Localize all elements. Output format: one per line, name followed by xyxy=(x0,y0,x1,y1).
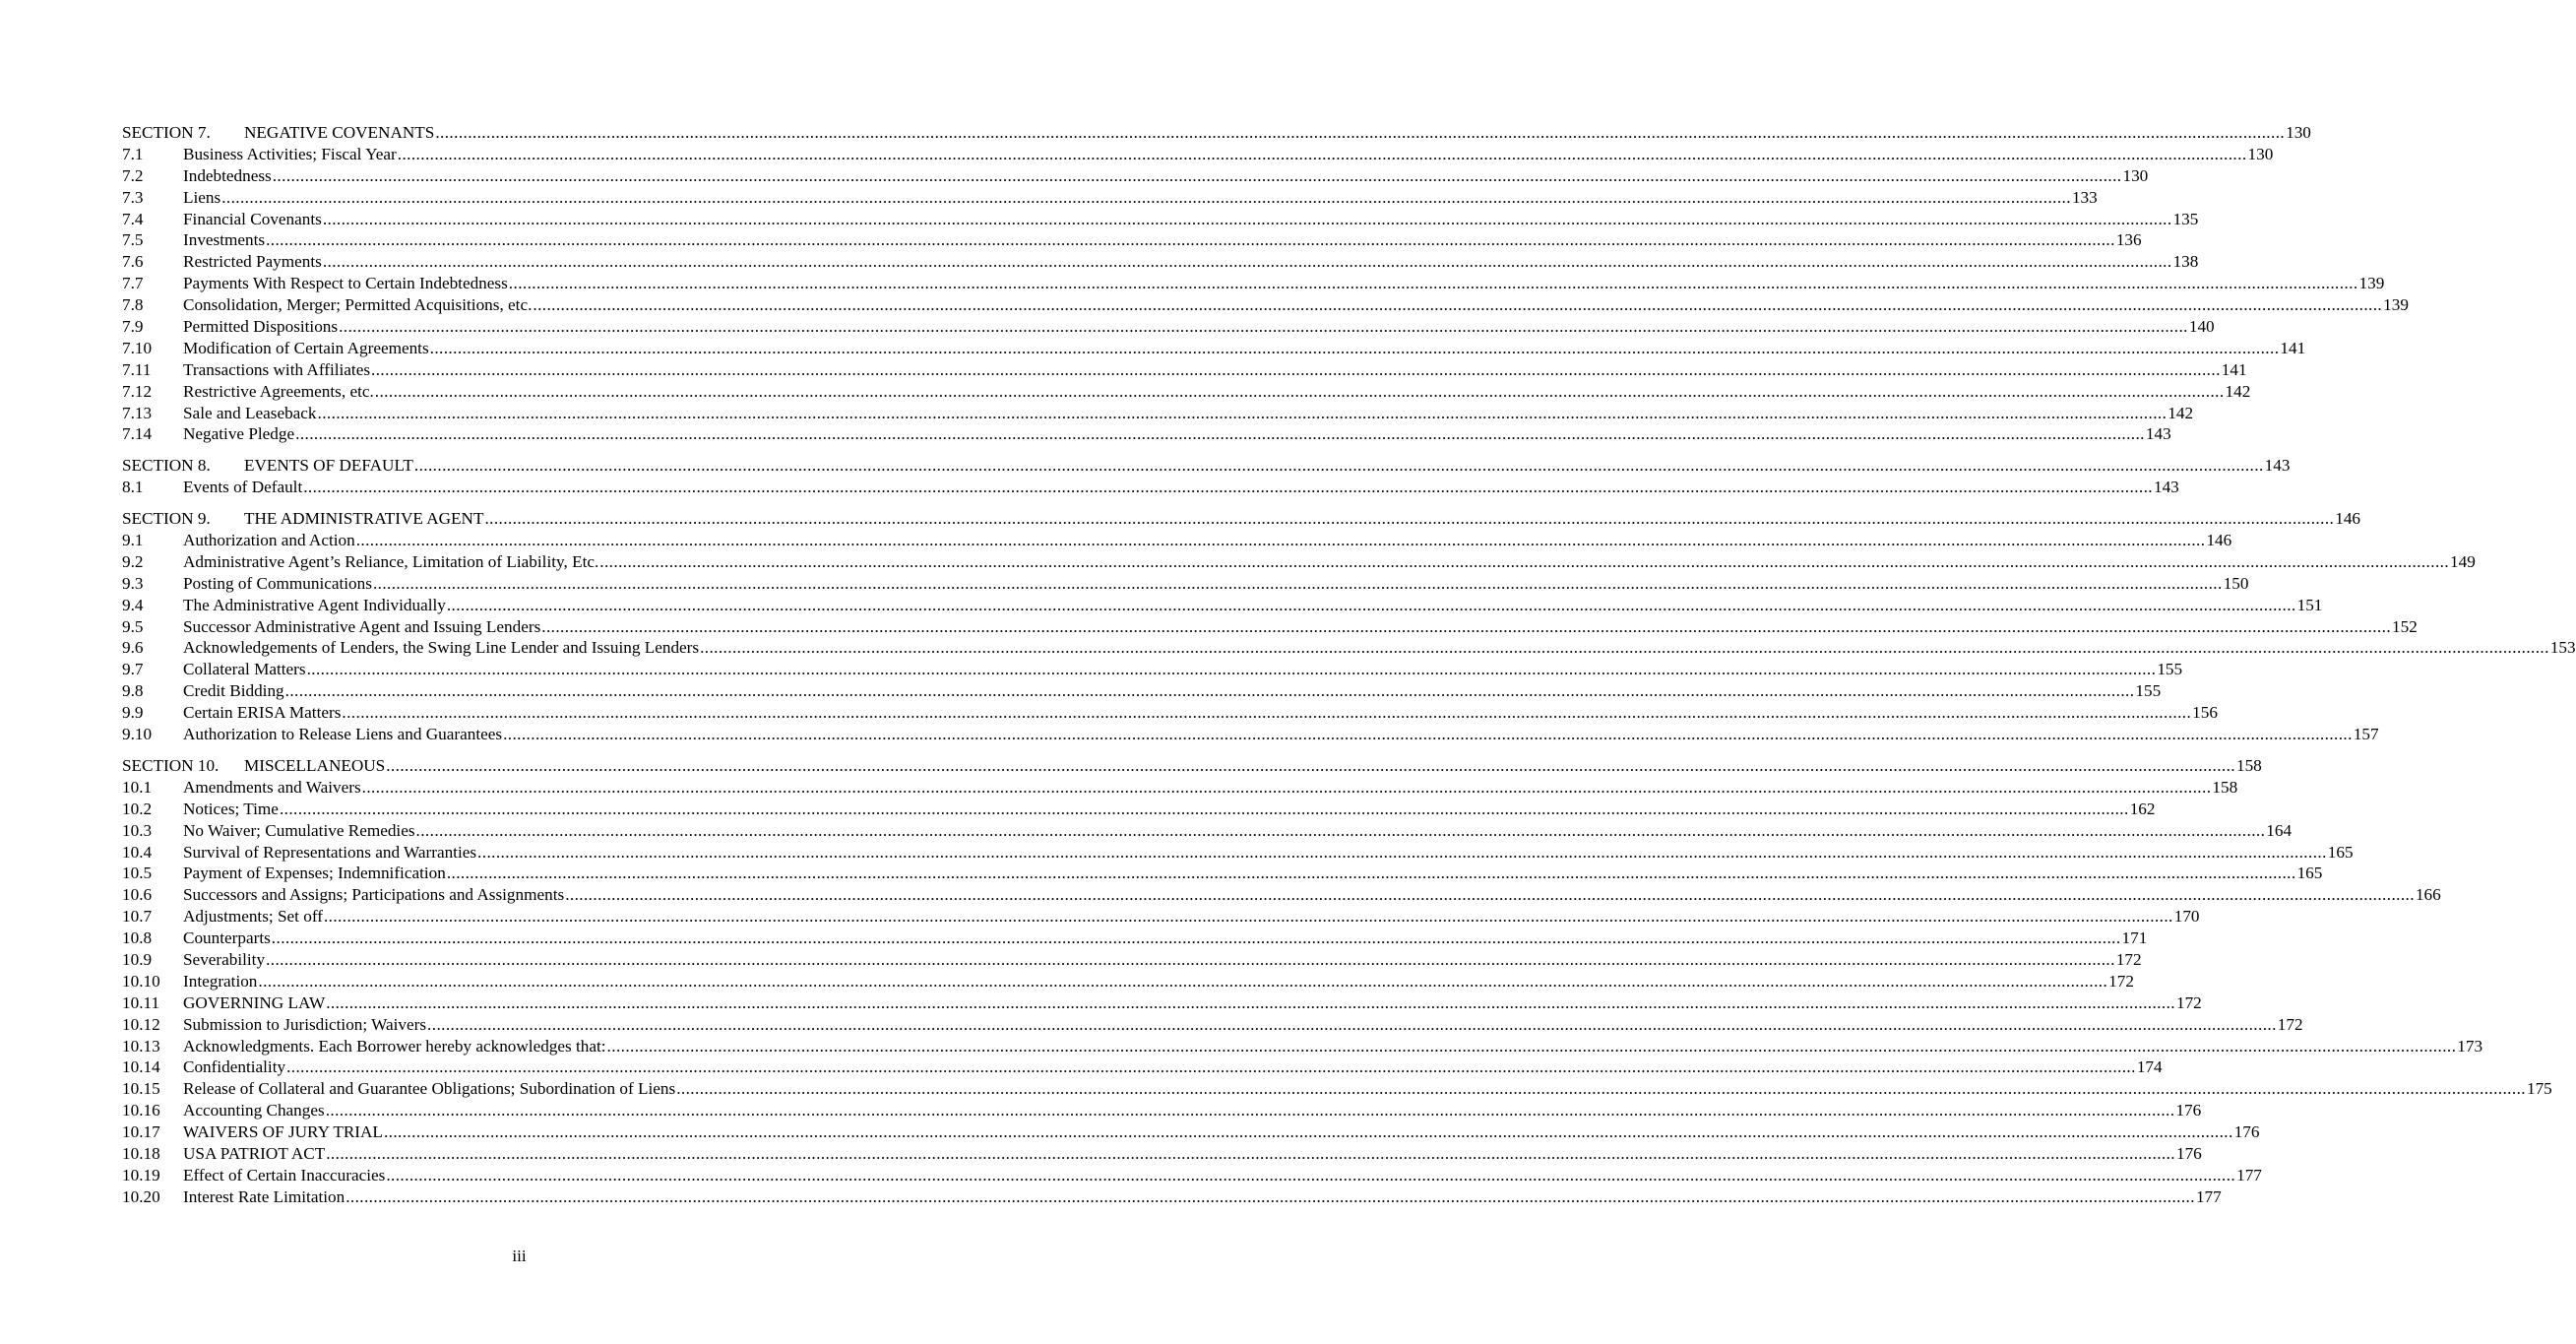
section-title: MISCELLANEOUS xyxy=(244,755,386,775)
page-reference: 130 xyxy=(2122,165,2149,185)
page-reference: 130 xyxy=(2286,123,2311,142)
dot-leader: ................................................................................................................................................................................................................................................................................................................................................................................................................ xyxy=(323,907,2173,927)
page-reference: 155 xyxy=(2135,681,2162,701)
page-reference: 130 xyxy=(2247,144,2274,163)
toc-entry xyxy=(122,928,2148,949)
toc-entry xyxy=(122,273,2385,294)
section-title: NEGATIVE COVENANTS xyxy=(244,123,435,142)
page-reference: 142 xyxy=(2225,381,2251,401)
entry-title: Confidentiality xyxy=(183,1057,286,1077)
entry-title: Submission to Jurisdiction; Waivers xyxy=(183,1014,427,1034)
entry-number: 10.4 xyxy=(122,842,153,862)
entry-number: 10.18 xyxy=(122,1143,160,1163)
entry-number: 7.13 xyxy=(122,403,153,422)
page-reference: 172 xyxy=(2277,1014,2303,1034)
toc-entry xyxy=(122,187,2098,209)
page-reference: 139 xyxy=(2383,295,2409,315)
entry-number: 10.3 xyxy=(122,820,153,840)
page-number: iii xyxy=(512,1247,527,1265)
page-reference: 166 xyxy=(2415,885,2441,905)
toc-entry xyxy=(122,530,2232,551)
toc-entry xyxy=(122,777,2238,799)
toc-section xyxy=(122,508,2576,745)
entry-number: 10.13 xyxy=(122,1036,160,1056)
section-number: SECTION 10. xyxy=(122,755,220,775)
entry-title: Interest Rate Limitation xyxy=(183,1186,346,1206)
page-reference: 143 xyxy=(2264,456,2291,476)
entry-title: Posting of Communications xyxy=(183,573,372,593)
toc-entry xyxy=(122,702,2218,724)
entry-number: 7.3 xyxy=(122,187,144,207)
toc-entry xyxy=(122,338,2306,359)
dot-leader: ................................................................................................................................................................................................................................................................................................................................................................................................................ xyxy=(322,252,2172,272)
toc-entry xyxy=(122,1165,2262,1186)
entry-number: 10.9 xyxy=(122,949,153,969)
entry-number: 10.10 xyxy=(122,971,160,991)
entry-number: 10.17 xyxy=(122,1122,160,1142)
toc-entry xyxy=(122,799,2156,820)
dot-leader: ................................................................................................................................................................................................................................................................................................................................................................................................................ xyxy=(374,381,2225,401)
entry-number: 9.6 xyxy=(122,638,144,658)
entry-number: 10.7 xyxy=(122,907,153,927)
toc-entry xyxy=(122,1100,2202,1121)
entry-number: 7.11 xyxy=(122,359,152,379)
toc-entry xyxy=(122,971,2134,992)
page-reference: 165 xyxy=(2327,842,2354,862)
entry-number: 9.1 xyxy=(122,531,144,550)
dot-leader: ................................................................................................................................................................................................................................................................................................................................................................................................................ xyxy=(372,573,2223,593)
entry-title: The Administrative Agent Individually xyxy=(183,595,446,614)
page-reference: 138 xyxy=(2172,252,2199,272)
entry-number: 9.5 xyxy=(122,616,144,636)
dot-leader: ................................................................................................................................................................................................................................................................................................................................................................................................................ xyxy=(446,595,2296,614)
dot-leader: ................................................................................................................................................................................................................................................................................................................................................................................................................ xyxy=(676,1079,2526,1099)
toc-section xyxy=(122,122,2409,445)
entry-title: Notices; Time xyxy=(183,799,279,818)
dot-leader: ................................................................................................................................................................................................................................................................................................................................................................................................................ xyxy=(386,755,2235,775)
section-title: THE ADMINISTRATIVE AGENT xyxy=(244,509,484,529)
dot-leader: ................................................................................................................................................................................................................................................................................................................................................................................................................ xyxy=(303,478,2153,497)
entry-title: Liens xyxy=(183,187,221,207)
page-reference: 177 xyxy=(2195,1186,2222,1206)
toc-section xyxy=(122,755,2552,1208)
toc-entry xyxy=(122,820,2293,842)
dot-leader: ................................................................................................................................................................................................................................................................................................................................................................................................................ xyxy=(541,616,2392,636)
toc-entry xyxy=(122,992,2202,1014)
toc-entry xyxy=(122,165,2149,187)
page-reference: 176 xyxy=(2175,1101,2202,1120)
entry-title: Payment of Expenses; Indemnification xyxy=(183,864,446,883)
page-reference: 177 xyxy=(2236,1165,2262,1184)
page-reference: 172 xyxy=(2108,971,2134,991)
toc-section-heading xyxy=(122,122,2311,144)
entry-number: 10.16 xyxy=(122,1101,160,1120)
dot-leader: ................................................................................................................................................................................................................................................................................................................................................................................................................ xyxy=(508,274,2358,293)
toc-entry xyxy=(122,1143,2202,1165)
entry-title: Accounting Changes xyxy=(183,1101,325,1120)
entry-title: Acknowledgements of Lenders, the Swing Line Lender and Issuing Lenders xyxy=(183,638,700,658)
entry-number: 10.14 xyxy=(122,1057,160,1077)
entry-number: 7.8 xyxy=(122,295,144,315)
toc-entry xyxy=(122,144,2274,165)
dot-leader: ................................................................................................................................................................................................................................................................................................................................................................................................................ xyxy=(322,209,2172,228)
toc-entry xyxy=(122,294,2409,316)
toc-section-heading xyxy=(122,508,2360,530)
entry-number: 7.9 xyxy=(122,317,144,337)
entry-title: No Waiver; Cumulative Remedies xyxy=(183,820,415,840)
toc-entry xyxy=(122,251,2199,273)
entry-title: Restrictive Agreements, etc. xyxy=(183,381,374,401)
dot-leader: ................................................................................................................................................................................................................................................................................................................................................................................................................ xyxy=(317,403,2168,422)
toc-entry xyxy=(122,659,2183,680)
entry-title: Credit Bidding xyxy=(183,681,284,701)
page-reference: 146 xyxy=(2335,509,2360,529)
entry-title: WAIVERS OF JURY TRIAL xyxy=(183,1122,383,1142)
page-reference: 155 xyxy=(2157,660,2183,679)
dot-leader: ................................................................................................................................................................................................................................................................................................................................................................................................................ xyxy=(286,1057,2136,1077)
section-number: SECTION 9. xyxy=(122,509,211,529)
entry-number: 7.1 xyxy=(122,144,144,163)
dot-leader: ................................................................................................................................................................................................................................................................................................................................................................................................................ xyxy=(326,992,2175,1012)
page-reference: 141 xyxy=(2280,338,2306,357)
entry-title: Permitted Dispositions xyxy=(183,317,339,337)
page-reference: 174 xyxy=(2136,1057,2163,1077)
toc-entry xyxy=(122,381,2251,403)
dot-leader: ................................................................................................................................................................................................................................................................................................................................................................................................................ xyxy=(429,338,2280,357)
dot-leader: ................................................................................................................................................................................................................................................................................................................................................................................................................ xyxy=(427,1014,2277,1034)
toc-entry xyxy=(122,906,2200,928)
toc-entry xyxy=(122,637,2576,659)
entry-title: GOVERNING LAW xyxy=(183,992,326,1012)
entry-number: 10.15 xyxy=(122,1079,160,1099)
toc-entry xyxy=(122,863,2323,884)
toc-entry xyxy=(122,616,2418,638)
entry-number: 9.2 xyxy=(122,551,144,571)
table-of-contents xyxy=(122,122,2576,1208)
entry-title: Financial Covenants xyxy=(183,209,322,228)
entry-number: 9.4 xyxy=(122,595,144,614)
dot-leader: ................................................................................................................................................................................................................................................................................................................................................................................................................ xyxy=(413,456,2264,476)
entry-title: Successor Administrative Agent and Issuing Lenders xyxy=(183,616,541,636)
toc-entry xyxy=(122,949,2142,971)
page-reference: 175 xyxy=(2526,1079,2552,1099)
entry-title: Payments With Respect to Certain Indebtedness xyxy=(183,274,508,293)
toc-entry xyxy=(122,1186,2222,1208)
dot-leader: ................................................................................................................................................................................................................................................................................................................................................................................................................ xyxy=(386,1165,2236,1184)
dot-leader: ................................................................................................................................................................................................................................................................................................................................................................................................................ xyxy=(397,144,2247,163)
page-reference: 162 xyxy=(2129,799,2156,818)
section-number: SECTION 7. xyxy=(122,123,211,142)
dot-leader: ................................................................................................................................................................................................................................................................................................................................................................................................................ xyxy=(266,949,2115,969)
toc-section-heading xyxy=(122,755,2262,777)
dot-leader: ................................................................................................................................................................................................................................................................................................................................................................................................................ xyxy=(306,660,2157,679)
page-reference: 136 xyxy=(2115,230,2142,250)
dot-leader: ................................................................................................................................................................................................................................................................................................................................................................................................................ xyxy=(342,703,2192,723)
dot-leader: ................................................................................................................................................................................................................................................................................................................................................................................................................ xyxy=(295,424,2145,444)
page-reference: 171 xyxy=(2121,928,2148,948)
toc-entry xyxy=(122,724,2379,745)
page-reference: 143 xyxy=(2145,424,2171,444)
dot-leader: ................................................................................................................................................................................................................................................................................................................................................................................................................ xyxy=(355,531,2206,550)
entry-title: Survival of Representations and Warranties xyxy=(183,842,477,862)
section-number: SECTION 8. xyxy=(122,456,211,476)
dot-leader: ................................................................................................................................................................................................................................................................................................................................................................................................................ xyxy=(361,777,2212,797)
page-reference: 135 xyxy=(2172,209,2199,228)
toc-entry xyxy=(122,573,2249,595)
entry-title: Adjustments; Set off xyxy=(183,907,323,927)
entry-title: Investments xyxy=(183,230,266,250)
toc-entry xyxy=(122,842,2354,864)
entry-title: Counterparts xyxy=(183,928,271,948)
entry-title: Indebtedness xyxy=(183,165,272,185)
entry-title: Integration xyxy=(183,971,258,991)
page-reference: 149 xyxy=(2450,551,2476,571)
dot-leader: ................................................................................................................................................................................................................................................................................................................................................................................................................ xyxy=(415,820,2266,840)
page-reference: 142 xyxy=(2168,403,2194,422)
toc-entry xyxy=(122,1056,2163,1078)
page-reference: 172 xyxy=(2175,992,2202,1012)
entry-title: Authorization and Action xyxy=(183,531,355,550)
dot-leader: ................................................................................................................................................................................................................................................................................................................................................................................................................ xyxy=(477,842,2327,862)
entry-title: Negative Pledge xyxy=(183,424,295,444)
dot-leader: ................................................................................................................................................................................................................................................................................................................................................................................................................ xyxy=(326,1143,2175,1163)
dot-leader: ................................................................................................................................................................................................................................................................................................................................................................................................................ xyxy=(503,725,2353,744)
page-reference: 150 xyxy=(2223,573,2249,593)
dot-leader: ................................................................................................................................................................................................................................................................................................................................................................................................................ xyxy=(484,509,2335,529)
entry-number: 7.2 xyxy=(122,165,144,185)
dot-leader: ................................................................................................................................................................................................................................................................................................................................................................................................................ xyxy=(272,165,2122,185)
entry-title: Administrative Agent’s Reliance, Limitation of Liability, Etc. xyxy=(183,551,599,571)
page-reference: 176 xyxy=(2175,1143,2202,1163)
entry-title: Acknowledgments. Each Borrower hereby acknowledges that: xyxy=(183,1036,606,1056)
entry-title: Transactions with Affiliates xyxy=(183,359,371,379)
entry-title: Consolidation, Merger; Permitted Acquisitions, etc. xyxy=(183,295,533,315)
dot-leader: ................................................................................................................................................................................................................................................................................................................................................................................................................ xyxy=(606,1036,2457,1056)
entry-number: 7.4 xyxy=(122,209,144,228)
page-reference: 158 xyxy=(2235,755,2262,775)
dot-leader: ................................................................................................................................................................................................................................................................................................................................................................................................................ xyxy=(383,1122,2233,1142)
page-reference: 165 xyxy=(2296,864,2323,883)
entry-number: 10.6 xyxy=(122,885,153,905)
toc-section-heading xyxy=(122,455,2291,477)
toc-entry xyxy=(122,1121,2260,1143)
entry-number: 9.3 xyxy=(122,573,144,593)
entry-number: 10.1 xyxy=(122,777,153,797)
entry-title: Sale and Leaseback xyxy=(183,403,317,422)
dot-leader: ................................................................................................................................................................................................................................................................................................................................................................................................................ xyxy=(258,971,2108,991)
entry-title: Restricted Payments xyxy=(183,252,322,272)
toc-entry xyxy=(122,595,2323,616)
toc-entry xyxy=(122,680,2162,702)
toc-entry xyxy=(122,477,2179,498)
toc-entry xyxy=(122,209,2199,230)
dot-leader: ................................................................................................................................................................................................................................................................................................................................................................................................................ xyxy=(599,551,2450,571)
entry-title: Severability xyxy=(183,949,266,969)
entry-number: 10.11 xyxy=(122,992,160,1012)
entry-number: 7.12 xyxy=(122,381,153,401)
dot-leader: ................................................................................................................................................................................................................................................................................................................................................................................................................ xyxy=(325,1101,2175,1120)
page-reference: 158 xyxy=(2212,777,2238,797)
toc-entry xyxy=(122,551,2476,573)
entry-number: 7.6 xyxy=(122,252,144,272)
entry-title: Authorization to Release Liens and Guarantees xyxy=(183,725,503,744)
dot-leader: ................................................................................................................................................................................................................................................................................................................................................................................................................ xyxy=(346,1186,2195,1206)
entry-number: 9.10 xyxy=(122,725,153,744)
entry-number: 7.7 xyxy=(122,274,144,293)
entry-number: 10.5 xyxy=(122,864,153,883)
entry-number: 9.8 xyxy=(122,681,144,701)
dot-leader: ................................................................................................................................................................................................................................................................................................................................................................................................................ xyxy=(371,359,2221,379)
entry-number: 10.19 xyxy=(122,1165,160,1184)
dot-leader: ................................................................................................................................................................................................................................................................................................................................................................................................................ xyxy=(446,864,2296,883)
toc-entry xyxy=(122,1014,2303,1036)
entry-number: 9.7 xyxy=(122,660,144,679)
entry-number: 10.2 xyxy=(122,799,153,818)
entry-title: Release of Collateral and Guarantee Obligations; Subordination of Liens xyxy=(183,1079,676,1099)
toc-entry xyxy=(122,1078,2552,1100)
entry-number: 10.20 xyxy=(122,1186,160,1206)
entry-title: Modification of Certain Agreements xyxy=(183,338,429,357)
dot-leader: ................................................................................................................................................................................................................................................................................................................................................................................................................ xyxy=(533,295,2383,315)
dot-leader: ................................................................................................................................................................................................................................................................................................................................................................................................................ xyxy=(284,681,2135,701)
dot-leader: ................................................................................................................................................................................................................................................................................................................................................................................................................ xyxy=(271,928,2121,948)
entry-title: Certain ERISA Matters xyxy=(183,703,342,723)
entry-title: USA PATRIOT ACT xyxy=(183,1143,326,1163)
entry-title: Successors and Assigns; Participations and Assignments xyxy=(183,885,565,905)
entry-number: 9.9 xyxy=(122,703,144,723)
page-reference: 141 xyxy=(2221,359,2247,379)
toc-section xyxy=(122,455,2291,498)
page-reference: 170 xyxy=(2173,907,2200,927)
dot-leader: ................................................................................................................................................................................................................................................................................................................................................................................................................ xyxy=(339,317,2188,337)
entry-number: 10.8 xyxy=(122,928,153,948)
page-reference: 164 xyxy=(2266,820,2293,840)
dot-leader: ................................................................................................................................................................................................................................................................................................................................................................................................................ xyxy=(435,123,2286,142)
page-reference: 172 xyxy=(2115,949,2142,969)
toc-entry xyxy=(122,359,2247,381)
toc-entry xyxy=(122,229,2142,251)
page-reference: 143 xyxy=(2153,478,2179,497)
page-reference: 133 xyxy=(2071,187,2098,207)
page-reference: 156 xyxy=(2192,703,2218,723)
dot-leader: ................................................................................................................................................................................................................................................................................................................................................................................................................ xyxy=(279,799,2129,818)
entry-number: 7.14 xyxy=(122,424,153,444)
dot-leader: ................................................................................................................................................................................................................................................................................................................................................................................................................ xyxy=(266,230,2115,250)
page-reference: 146 xyxy=(2206,531,2232,550)
toc-entry xyxy=(122,1036,2483,1057)
page-reference: 151 xyxy=(2296,595,2323,614)
page-reference: 139 xyxy=(2358,274,2385,293)
page-reference: 153 xyxy=(2549,638,2576,658)
entry-number: 7.10 xyxy=(122,338,153,357)
section-title: EVENTS OF DEFAULT xyxy=(244,456,413,476)
entry-title: Effect of Certain Inaccuracies xyxy=(183,1165,386,1184)
page-reference: 176 xyxy=(2233,1122,2260,1142)
toc-entry xyxy=(122,884,2441,906)
dot-leader: ................................................................................................................................................................................................................................................................................................................................................................................................................ xyxy=(221,187,2071,207)
entry-title: Amendments and Waivers xyxy=(183,777,361,797)
page-reference: 173 xyxy=(2457,1036,2483,1056)
entry-number: 7.5 xyxy=(122,230,144,250)
entry-title: Events of Default xyxy=(183,478,303,497)
toc-entry xyxy=(122,423,2171,445)
entry-title: Business Activities; Fiscal Year xyxy=(183,144,397,163)
toc-entry xyxy=(122,316,2215,338)
dot-leader: ................................................................................................................................................................................................................................................................................................................................................................................................................ xyxy=(700,638,2549,658)
dot-leader: ................................................................................................................................................................................................................................................................................................................................................................................................................ xyxy=(565,885,2415,905)
entry-number: 10.12 xyxy=(122,1014,160,1034)
entry-number: 8.1 xyxy=(122,478,144,497)
toc-entry xyxy=(122,403,2194,424)
page-reference: 157 xyxy=(2353,725,2379,744)
page-reference: 140 xyxy=(2188,317,2215,337)
page-reference: 152 xyxy=(2392,616,2418,636)
entry-title: Collateral Matters xyxy=(183,660,306,679)
